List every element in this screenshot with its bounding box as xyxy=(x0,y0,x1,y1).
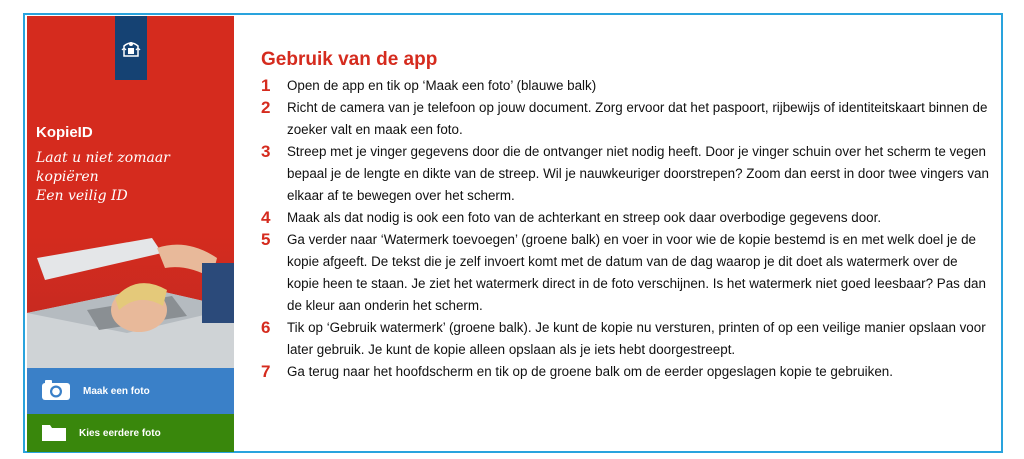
government-emblem-icon xyxy=(115,16,147,80)
tagline-line-2: Een veilig ID xyxy=(36,188,128,204)
step-text: Streep met je vinger gegevens door die de ontvanger niet nodig heeft. Door je vinger schuin over het scherm te vegen bepaal je de lengte en dikte van de streep. Wil je nauwkeuriger doorstrepen? Zoom dan eerst in door twee vingers van elkaar af te bewegen over het scherm. xyxy=(287,144,989,203)
step-text: Tik op ‘Gebruik watermerk’ (groene balk). Je kunt de kopie nu versturen, printen of op een veilige manier opslaan voor later gebruik. Je kunt de kopie alleen opslaan als je iets hebt doorgestreept. xyxy=(287,320,986,357)
list-item xyxy=(261,97,991,141)
step-number: 3 xyxy=(261,142,271,161)
step-number: 4 xyxy=(261,208,271,227)
list-item xyxy=(261,361,991,383)
choose-earlier-photo-button[interactable] xyxy=(27,414,234,452)
step-number: 2 xyxy=(261,98,271,117)
step-number: 7 xyxy=(261,362,271,381)
folder-icon xyxy=(41,422,67,445)
take-photo-label: Maak een foto xyxy=(83,385,150,397)
steps-list xyxy=(261,75,991,383)
instructions-heading: Gebruik van de app xyxy=(261,49,438,70)
app-tagline xyxy=(36,149,234,206)
choose-earlier-label: Kies eerdere foto xyxy=(79,427,161,439)
camera-icon xyxy=(41,379,71,404)
instructions-panel xyxy=(261,49,991,383)
list-item xyxy=(261,75,991,97)
step-text: Ga terug naar het hoofdscherm en tik op de groene balk om de eerder opgeslagen kopie te gebruiken. xyxy=(287,364,893,379)
step-text: Maak als dat nodig is ook een foto van de achterkant en streep ook daar overbodige gegevens door. xyxy=(287,210,882,225)
step-text: Ga verder naar ‘Watermerk toevoegen’ (groene balk) en voer in voor wie de kopie bestemd is en met welk doel je de kopie afgeeft. De tekst die je zelf invoert komt met de datum van de dag waarop je dit doet als watermerk over de kopie heen te staan. Je ziet het watermerk direct in de foto verschijnen. Is het watermerk niet goed leesbaar? Pas dan de kleur aan onderin het scherm. xyxy=(287,232,986,313)
step-text: Richt de camera van je telefoon op jouw document. Zorg ervoor dat het paspoort, rijbewijs of identiteitskaart binnen de zoeker valt en maak een foto. xyxy=(287,100,988,137)
app-screen xyxy=(27,16,234,452)
info-frame xyxy=(23,13,1003,453)
list-item xyxy=(261,229,991,317)
tagline-line-1: Laat u niet zomaar kopiëren xyxy=(36,150,170,185)
list-item xyxy=(261,317,991,361)
step-number: 1 xyxy=(261,76,271,95)
step-text: Open de app en tik op ‘Maak een foto’ (blauwe balk) xyxy=(287,78,597,93)
step-number: 6 xyxy=(261,318,271,337)
scanner-photo xyxy=(27,228,234,368)
take-photo-button[interactable] xyxy=(27,368,234,414)
list-item xyxy=(261,207,991,229)
list-item xyxy=(261,141,991,207)
app-title: KopieID xyxy=(36,124,93,141)
step-number: 5 xyxy=(261,230,271,249)
